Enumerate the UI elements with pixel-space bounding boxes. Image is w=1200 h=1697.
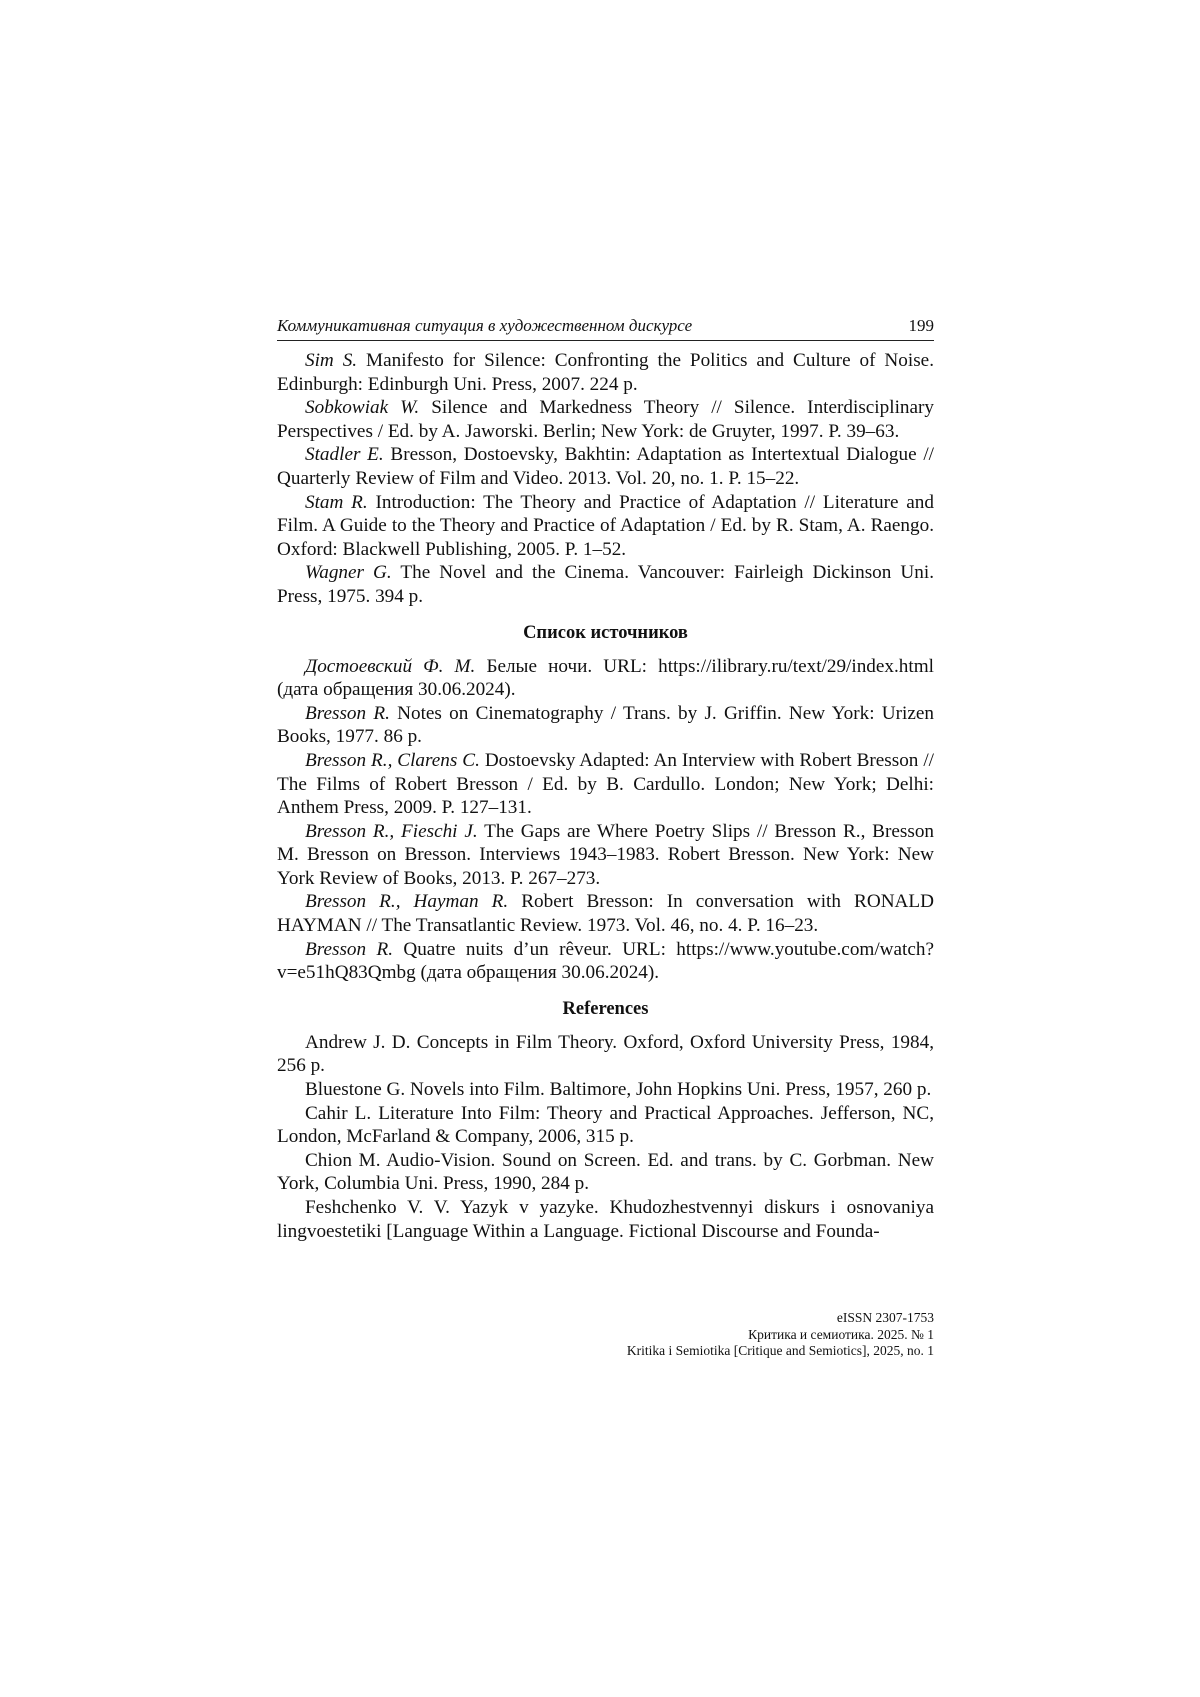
reference-entry: Cahir L. Literature Into Film: Theory and Practical Approaches. Jefferson, NC, London, McFarland & Company, 2006, 315 p. [277, 1102, 934, 1149]
source-entry [277, 890, 934, 937]
source-entry [277, 938, 934, 985]
entry-text: Белые ночи. URL: https://ilibrary.ru/text/29/index.html (дата обращения 30.06.2024). [277, 656, 934, 701]
bibliography-top [277, 349, 934, 609]
reference-entry: Andrew J. D. Concepts in Film Theory. Oxford, Oxford University Press, 1984, 256 p. [277, 1031, 934, 1078]
entry-text: Bresson, Dostoevsky, Bakhtin: Adaptation as Intertextual Dialogue // Quarterly Review of Film and Video. 2013. Vol. 20, no. 1. P. 15–22. [277, 444, 934, 489]
entry-author: Stam R. [305, 492, 368, 513]
entry-text: Manifesto for Silence: Confronting the Politics and Culture of Noise. Edinburgh: Edinburgh Uni. Press, 2007. 224 p. [277, 350, 934, 395]
reference-entry: Feshchenko V. V. Yazyk v yazyke. Khudozhestvennyi diskurs i osnovaniya lingvoestetiki [Language Within a Language. Fictional Discourse and Founda- [277, 1196, 934, 1243]
entry-author: Stadler E. [305, 444, 384, 465]
entry-author: Bresson R. [305, 703, 390, 724]
bibliography-entry [277, 443, 934, 490]
entry-text: The Gaps are Where Poetry Slips // Bresson R., Bresson M. Bresson on Bresson. Interviews 1943–1983. Robert Bresson. New York: New York Review of Books, 2013. P. 267–273. [277, 821, 934, 889]
entry-author: Bresson R., Clarens C. [305, 750, 480, 771]
source-entry [277, 655, 934, 702]
bibliography-entry [277, 561, 934, 608]
bibliography-entry [277, 396, 934, 443]
references-list [277, 1031, 934, 1243]
source-entry [277, 749, 934, 820]
entry-author: Bresson R., Hayman R. [305, 891, 508, 912]
page-number: 199 [909, 316, 935, 336]
entry-text: Notes on Cinematography / Trans. by J. Griffin. New York: Urizen Books, 1977. 86 p. [277, 703, 934, 748]
running-header [277, 316, 934, 341]
reference-entry: Chion M. Audio-Vision. Sound on Screen. Ed. and trans. by C. Gorbman. New York, Columbia Uni. Press, 1990, 284 p. [277, 1149, 934, 1196]
source-entry [277, 820, 934, 891]
entry-author: Bresson R. [305, 939, 393, 960]
bibliography-entry [277, 349, 934, 396]
journal-footer [277, 1310, 934, 1360]
footer-journal-en: Kritika i Semiotika [Critique and Semiotics], 2025, no. 1 [277, 1343, 934, 1360]
page-body [277, 316, 934, 1243]
entry-text: Silence and Markedness Theory // Silence. Interdisciplinary Perspectives / Ed. by A. Jaworski. Berlin; New York: de Gruyter, 1997. P. 39–63. [277, 397, 934, 442]
entry-text: The Novel and the Cinema. Vancouver: Fairleigh Dickinson Uni. Press, 1975. 394 p. [277, 562, 934, 607]
references-heading: References [277, 997, 934, 1021]
entry-text: Quatre nuits d’un rêveur. URL: https://www.youtube.com/watch?v=e51hQ83Qmbg (дата обращения 30.06.2024). [277, 939, 934, 984]
sources-list [277, 655, 934, 985]
footer-issn: eISSN 2307-1753 [277, 1310, 934, 1327]
reference-entry: Bluestone G. Novels into Film. Baltimore, John Hopkins Uni. Press, 1957, 260 p. [277, 1078, 934, 1102]
sources-heading: Список источников [277, 621, 934, 645]
entry-author: Sobkowiak W. [305, 397, 419, 418]
bibliography-entry [277, 491, 934, 562]
entry-text: Dostoevsky Adapted: An Interview with Robert Bresson // The Films of Robert Bresson / Ed. by B. Cardullo. London; New York; Delhi: Anthem Press, 2009. P. 127–131. [277, 750, 934, 818]
footer-journal-ru: Критика и семиотика. 2025. № 1 [277, 1327, 934, 1344]
entry-text: Introduction: The Theory and Practice of Adaptation // Literature and Film. A Guide to the Theory and Practice of Adaptation / Ed. by R. Stam, A. Raengo. Oxford: Blackwell Publishing, 2005. P. 1–52. [277, 492, 934, 560]
entry-text: Robert Bresson: In conversation with RONALD HAYMAN // The Transatlantic Review. 1973. Vol. 46, no. 4. P. 16–23. [277, 891, 934, 936]
source-entry [277, 702, 934, 749]
running-header-title: Коммуникативная ситуация в художественном дискурсе [277, 316, 692, 336]
entry-author: Wagner G. [305, 562, 392, 583]
entry-author: Достоевский Ф. М. [305, 656, 475, 677]
entry-author: Bresson R., Fieschi J. [305, 821, 478, 842]
entry-author: Sim S. [305, 350, 357, 371]
